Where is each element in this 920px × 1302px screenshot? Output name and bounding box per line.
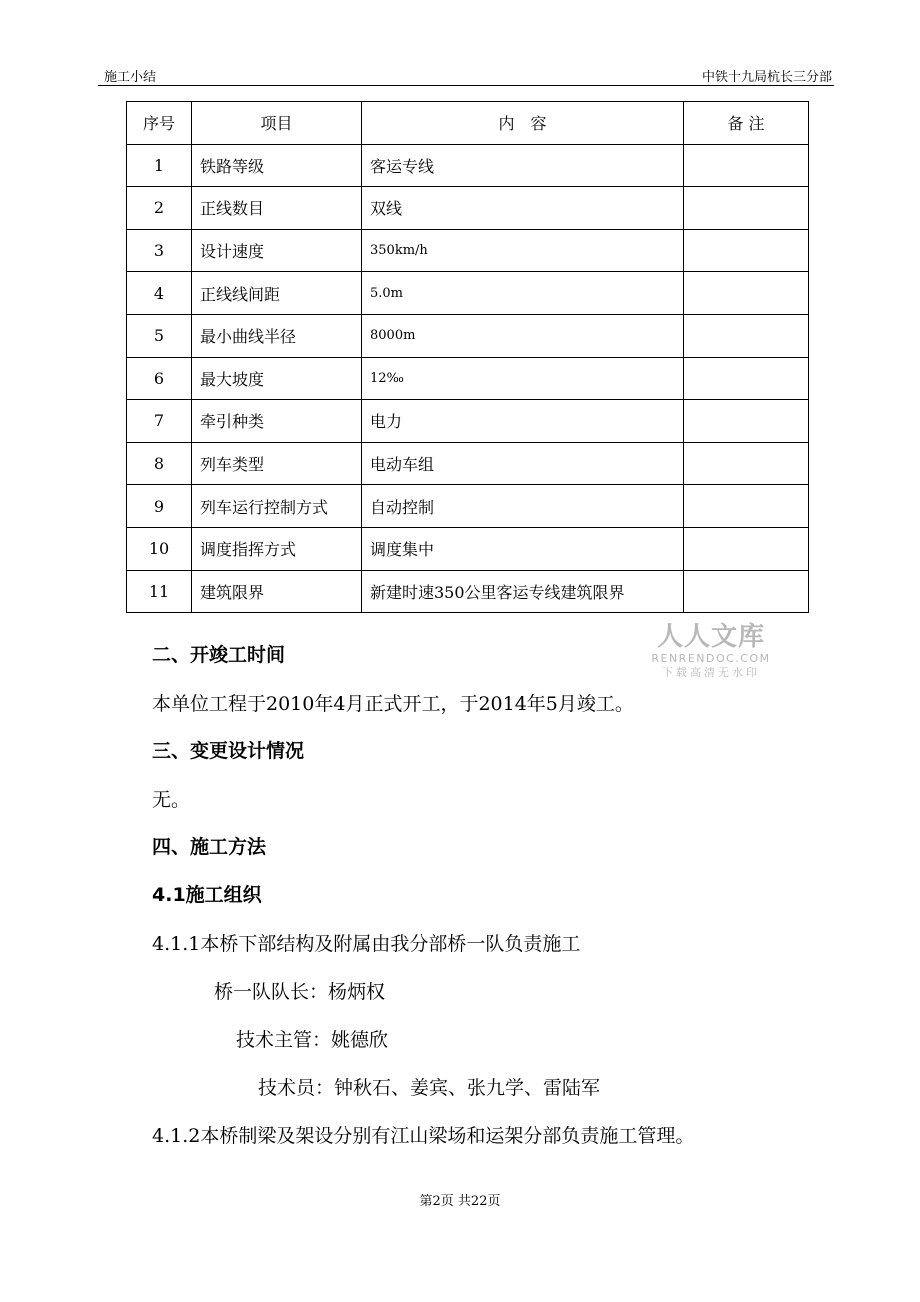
section-4-1-title: 4.1施工组织 [152,884,262,906]
table-row [127,442,809,485]
row-content: 新建时速350公里客运专线建筑限界 [362,570,684,613]
table-row [127,357,809,400]
row-content: 自动控制 [362,485,684,528]
row-content: 350km/h [362,229,684,272]
watermark-title: 人人文库 [656,622,765,652]
row-number: 6 [127,357,192,400]
section-2-body: 本单位工程于2010年4月正式开工，于2014年5月竣工。 [152,693,634,715]
paragraph-4-1-2: 4.1.2本桥制梁及架设分别有江山梁场和运架分部负责施工管理。 [152,1125,695,1147]
watermark-subtitle: 下载高清无水印 [662,666,760,679]
row-note [684,229,809,272]
table-row [127,314,809,357]
technicians: 技术员：钟秋石、姜宾、张九学、雷陆军 [258,1077,601,1099]
row-note [684,144,809,187]
table-row [127,570,809,613]
page-footer: 第2页 共22页 [419,1194,501,1209]
row-note [684,357,809,400]
technical-manager: 技术主管：姚德欣 [236,1029,389,1051]
row-item: 调度指挥方式 [192,527,362,570]
row-item: 列车类型 [192,442,362,485]
header-item: 项目 [192,102,362,145]
watermark [650,622,772,680]
row-item: 设计速度 [192,229,362,272]
row-content: 调度集中 [362,527,684,570]
row-item: 正线线间距 [192,272,362,315]
row-number: 7 [127,400,192,443]
table-row [127,272,809,315]
row-note [684,314,809,357]
row-content: 8000m [362,314,684,357]
row-number: 4 [127,272,192,315]
row-note [684,527,809,570]
row-content: 5.0m [362,272,684,315]
header-left-title: 施工小结 [104,70,157,85]
table-row [127,229,809,272]
row-item: 牵引种类 [192,400,362,443]
header-content: 内 容 [362,102,684,145]
row-content: 电动车组 [362,442,684,485]
table-row [127,527,809,570]
row-content: 12‰ [362,357,684,400]
watermark-url: RENRENDOC.COM [651,652,771,665]
row-content: 电力 [362,400,684,443]
row-number: 5 [127,314,192,357]
row-item: 列车运行控制方式 [192,485,362,528]
section-4-title: 四、施工方法 [152,836,267,858]
row-note [684,272,809,315]
row-note [684,400,809,443]
header-right-org: 中铁十九局杭长三分部 [701,70,832,85]
table-row [127,400,809,443]
section-2-title: 二、开竣工时间 [152,644,286,666]
section-3-body: 无。 [152,789,191,811]
row-number: 10 [127,527,192,570]
table-row [127,187,809,230]
row-note [684,570,809,613]
header-rule [98,85,834,86]
section-3-title: 三、变更设计情况 [152,740,305,762]
row-number: 11 [127,570,192,613]
row-item: 建筑限界 [192,570,362,613]
row-number: 8 [127,442,192,485]
row-content: 客运专线 [362,144,684,187]
row-number: 1 [127,144,192,187]
team-leader: 桥一队队长：杨炳权 [214,981,386,1003]
row-item: 铁路等级 [192,144,362,187]
row-note [684,442,809,485]
row-number: 2 [127,187,192,230]
table-row [127,144,809,187]
row-number: 3 [127,229,192,272]
header-no: 序号 [127,102,192,145]
header-note: 备 注 [684,102,809,145]
row-content: 双线 [362,187,684,230]
row-number: 9 [127,485,192,528]
row-note [684,187,809,230]
spec-table [126,101,809,613]
paragraph-4-1-1: 4.1.1本桥下部结构及附属由我分部桥一队负责施工 [152,933,581,955]
row-note [684,485,809,528]
row-item: 正线数目 [192,187,362,230]
table-row [127,485,809,528]
row-item: 最大坡度 [192,357,362,400]
table-header-row [127,102,809,145]
row-item: 最小曲线半径 [192,314,362,357]
